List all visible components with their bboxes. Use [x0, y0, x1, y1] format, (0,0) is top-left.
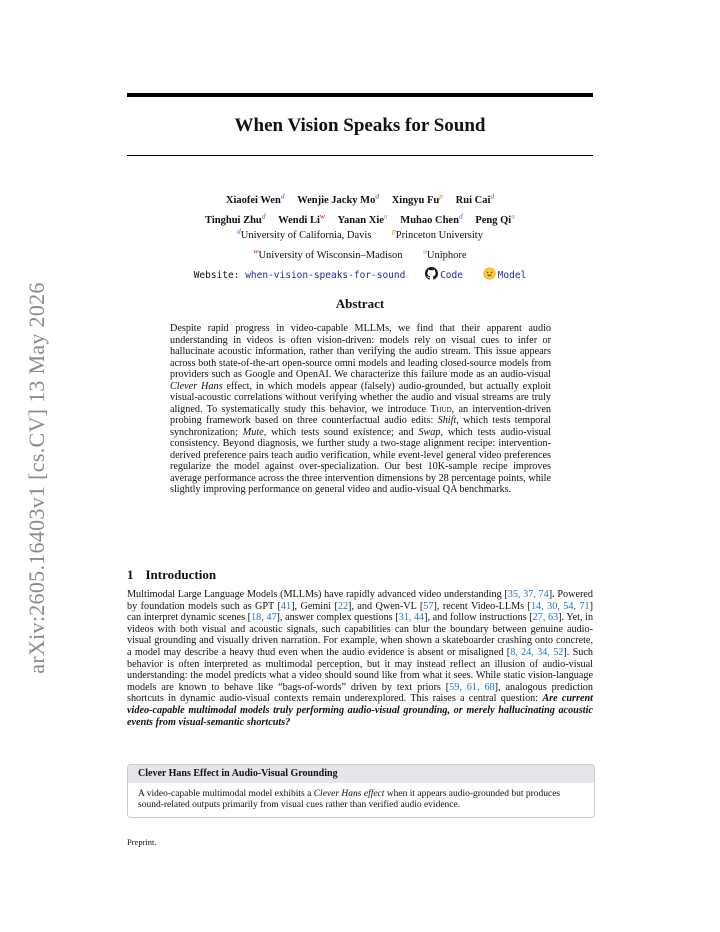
- author: Yanan Xie$^u$: [337, 211, 388, 226]
- author: Peng Qi$^u$: [475, 211, 515, 226]
- author: Tinghui Zhu$^d$: [205, 211, 266, 226]
- section-heading-introduction: 1 Introduction: [127, 567, 217, 582]
- author: Rui Cai$^d$: [455, 191, 495, 206]
- code-link[interactable]: Code: [440, 270, 463, 281]
- author: Xiaofei Wen$^d$: [225, 191, 285, 206]
- author: Xingyu Fu$^p$: [391, 191, 444, 206]
- abstract-heading: Abstract: [335, 296, 385, 311]
- introduction-body: Multimodal Large Language Models (MLLMs) have rapidly advanced video understanding [35, 37, 74]. Powered by foundation models such as GPT [41], Gemini [22], and Qwen-VL [57], recent Video-LLMs [14, 30, 54, 71] can interpret dynamic scenes [18, 47], answer complex questions [31, 44], and follow instructions [27, 63]. Yet, in videos with both visual and acoustic signals, such capabilities can blur the boundary between genuine audio-visual grounding and visually driven narration. For example, when shown a skateboarder crashing onto concrete, a model may describe a heavy thud even when the audio evidence is absent or misaligned [8, 24, 34, 52]. Such behavior is often interpreted as multimodal perception, but it may instead reflect an illusion of audio-visual understanding: the model predicts what a video should sound like from what it sees. While static vision-language models are known to behave like “bags-of-words” driven by text priors [59, 61, 68], analogous prediction shortcuts in dynamic audio-visual contexts remain underexplored. This raises a central question: Are current video-capable multimodal models truly performing audio-visual grounding, or merely hallucinating acoustic events from visual-semantic shortcuts?: [127, 589, 594, 728]
- huggingface-icon[interactable]: [483, 267, 496, 283]
- definition-box-heading: Clever Hans Effect in Audio-Visual Grounding: [128, 765, 594, 783]
- footer-note: Preprint.: [127, 837, 157, 847]
- abstract-body: Despite rapid progress in video-capable MLLMs, we find that their apparent audio understanding in videos is often vision-driven: models rely on visual cues to infer or hallucinate acoustic information, rather than verifying the audio stream. This issue appears across both state-of-the-art open-source omni models and leading closed-source models from providers such as Google and OpenAI. We characterize this failure mode as an audio-visual Clever Hans effect, in which models appear (falsely) audio-grounded, but actually exploit visual-acoustic correlations without verifying whether the audio and visual streams are truly aligned. To systematically study this behavior, we introduce Thud, an intervention-driven probing framework based on three counterfactual audio edits: Shift, which tests temporal synchronization; Mute, which tests sound existence; and Swap, which tests audio-visual consistency. Beyond diagnosis, we further study a two-stage alignment recipe: intervention-derived preference pairs teach audio verification, while event-level general video preferences regularize the model against over-specialization. Our best 10K-sample recipe improves average performance across the three intervention dimensions by 28 percentage points, while slightly improving performance on general video and audio-visual QA benchmarks.: [170, 323, 552, 495]
- affiliation: $^w$University of Wisconsin–Madison: [253, 246, 403, 261]
- affiliation: $^d$University of California, Davis: [237, 226, 372, 241]
- affiliation: $^p$Princeton University: [392, 226, 483, 241]
- author: Wenjie Jacky Mo$^d$: [297, 191, 380, 206]
- title-rule-top: [127, 93, 593, 97]
- github-icon[interactable]: [425, 267, 438, 283]
- definition-box-body: A video-capable multimodal model exhibits a Clever Hans effect when it appears audio-grounded but produces sound-related outputs primarily from visual cues rather than verified audio evidence.: [138, 789, 561, 810]
- affiliation: $^u$Uniphore: [423, 246, 467, 261]
- affiliations: [127, 223, 593, 264]
- website-label: Website:: [193, 270, 240, 281]
- author: Muhao Chen$^d$: [400, 211, 463, 226]
- definition-box: [127, 764, 595, 818]
- model-link[interactable]: Model: [497, 270, 527, 281]
- title-rule-bottom: [127, 155, 593, 156]
- website-line: [127, 267, 593, 283]
- author: Wendi Li$^w$: [278, 211, 325, 226]
- website-link[interactable]: when-vision-speaks-for-sound: [245, 270, 406, 281]
- arxiv-id: arXiv:2605.16403v1 [cs.CV] 13 May 2026: [24, 282, 49, 674]
- arxiv-sidebar: [20, 258, 54, 698]
- paper-title: When Vision Speaks for Sound: [234, 115, 486, 136]
